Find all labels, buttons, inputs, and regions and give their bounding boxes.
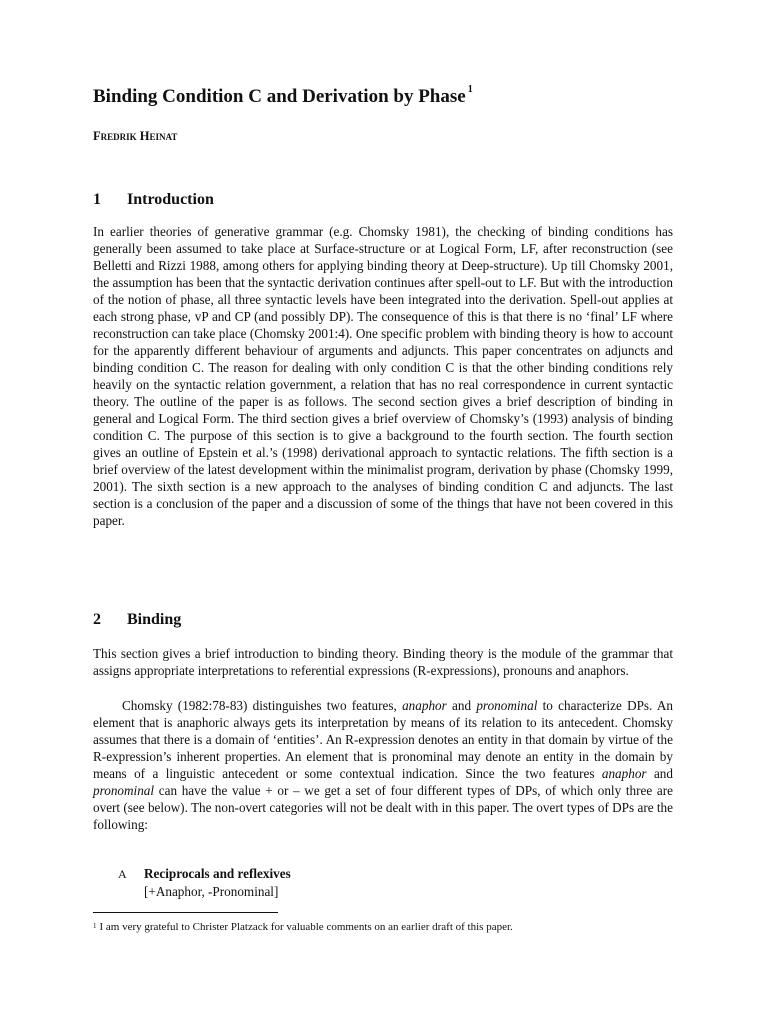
- dp-type-list-item: [118, 865, 291, 901]
- title-text: Binding Condition C and Derivation by Phase: [93, 86, 466, 107]
- section-title: Introduction: [127, 191, 214, 208]
- section-title: Binding: [127, 611, 182, 628]
- section-heading-introduction: [93, 191, 214, 209]
- section-number: 2: [93, 611, 101, 628]
- text-run: to characterize DPs. An element that is anaphoric always gets its interpretation by means of its relation to its antecedent. Chomsky assumes that there is a domain of ‘entities’. An R-expression denotes an entity in that domain by virtue of the R-expression’s inherent properties. An element that is pronominal may denote an entity in the domain by means of a linguistic antecedent or some contextual indication. Since the two features: [93, 698, 673, 781]
- text-run: can have the value + or – we get a set of four different types of DPs, of which only three are overt (see below). The non-overt categories will not be dealt with in this paper. The overt types of DPs are the following:: [93, 783, 673, 832]
- term-anaphor: anaphor: [402, 698, 447, 713]
- text-run: and: [446, 698, 477, 713]
- footnote: [93, 920, 513, 934]
- footnote-text: I am very grateful to Christer Platzack for valuable comments on an earlier draft of this paper.: [99, 921, 513, 933]
- footnote-mark: 1: [93, 922, 97, 930]
- author-name: Fredrik Heinat: [93, 129, 178, 143]
- term-anaphor: anaphor: [601, 766, 647, 781]
- list-letter: A: [118, 867, 127, 881]
- footnote-divider: [93, 912, 278, 913]
- text-run: Chomsky (1982:78-83) distinguishes two features,: [122, 698, 403, 713]
- binding-paragraph-1: This section gives a brief introduction to binding theory. Binding theory is the module of the grammar that assigns appropriate interpretations to referential expressions (R-expressions), pronouns and anaphors.: [93, 646, 673, 678]
- term-pronominal: pronominal: [93, 783, 155, 798]
- section-number: 1: [93, 191, 101, 208]
- list-item-title: Reciprocals and reflexives: [144, 866, 291, 881]
- text-run: and: [646, 766, 673, 781]
- binding-paragraph-2: [93, 697, 673, 833]
- list-item-features: [+Anaphor, -Pronominal]: [144, 884, 279, 899]
- term-pronominal: pronominal: [476, 698, 538, 713]
- section-heading-binding: [93, 611, 181, 629]
- paper-title: [93, 86, 473, 108]
- title-footnote-mark[interactable]: 1: [467, 84, 473, 95]
- introduction-paragraph: In earlier theories of generative grammar (e.g. Chomsky 1981), the checking of binding conditions has generally been assumed to take place at Surface-structure or at Logical Form, LF, after reconstruction (see Belletti and Rizzi 1988, among others for applying binding theory at Deep-structure). Up till Chomsky 2001, the assumption has been that the syntactic derivation continues after spell-out to LF. But with the introduction of the notion of phase, all three syntactic levels have been integrated into the derivation. Spell-out applies at each strong phase, vP and CP (and possibly DP). The consequence of this is that there is no ‘final’ LF where reconstruction can take place (Chomsky 2001:4). One specific problem with binding theory is how to account for the apparently different behaviour of arguments and adjuncts. This paper concentrates on adjuncts and binding condition C. The reason for dealing with only condition C is that the other binding conditions rely heavily on the syntactic relation government, a relation that has no real correspondence in current syntactic theory. The outline of the paper is as follows. The second section gives a brief description of binding in general and Logical Form. The third section gives a brief overview of Chomsky’s (1993) analysis of binding condition C. The purpose of this section is to give a background to the fourth section. The fourth section gives an outline of Epstein et al.’s (1998) derivational approach to syntactic relations. The fifth section is a brief overview of the latest development within the minimalist program, derivation by phase (Chomsky 1999, 2001). The sixth section is a new approach to the analyses of binding condition C and adjuncts. The last section is a conclusion of the paper and a discussion of some of the things that have not been covered in this paper.: [93, 224, 673, 528]
